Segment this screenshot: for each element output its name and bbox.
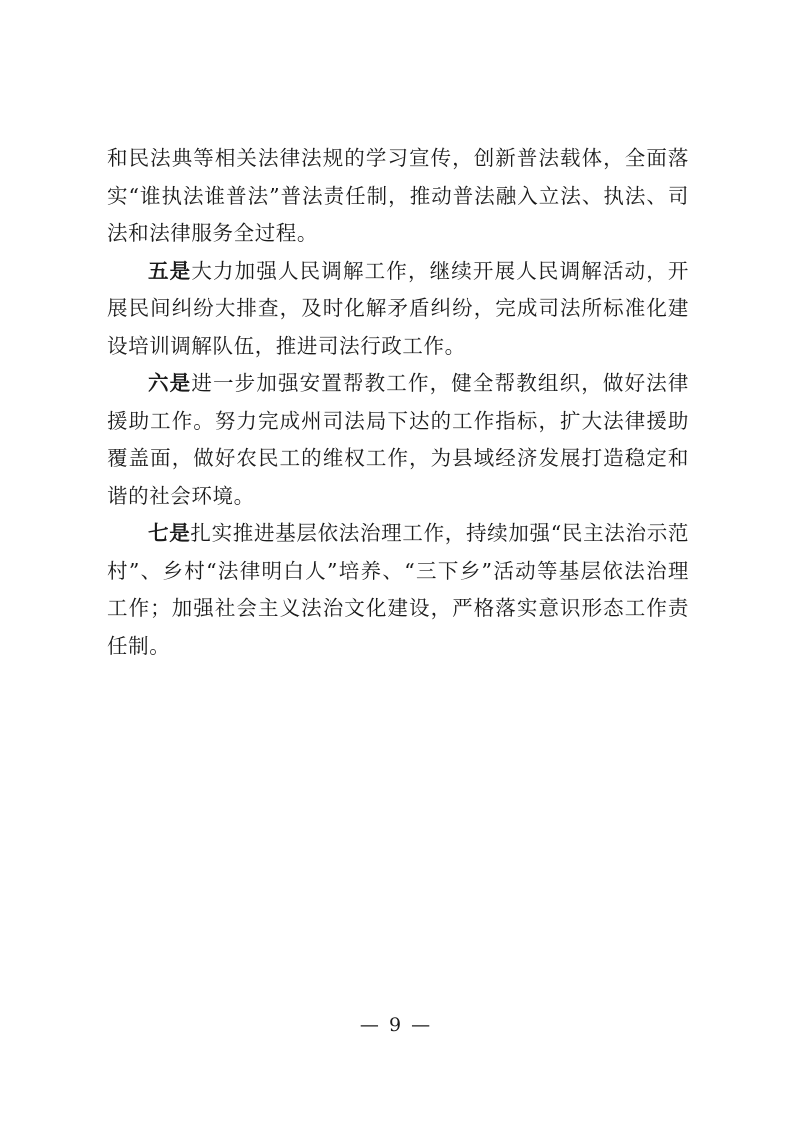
document-body bbox=[107, 140, 689, 665]
paragraph-text: 扎实推进基层依法治理工作，持续加强“民主法治示范村”、乡村“法律明白人”培养、“三下乡”活动等基层依法治理工作；加强社会主义法治文化建设，严格落实意识形态工作责任制。 bbox=[107, 521, 689, 658]
paragraph-five bbox=[107, 253, 689, 366]
paragraph-continuation bbox=[107, 140, 689, 253]
page-number: — 9 — bbox=[359, 1014, 433, 1036]
paragraph-text: 进一步加强安置帮教工作，健全帮教组织，做好法律援助工作。努力完成州司法局下达的工作指标，扩大法律援助覆盖面，做好农民工的维权工作，为县域经济发展打造稳定和谐的社会环境。 bbox=[107, 371, 689, 508]
paragraph-lead: 六是 bbox=[148, 371, 192, 395]
paragraph-seven bbox=[107, 515, 689, 665]
paragraph-text: 和民法典等相关法律法规的学习宣传，创新普法载体，全面落实“谁执法谁普法”普法责任制，推动普法融入立法、执法、司法和法律服务全过程。 bbox=[107, 146, 689, 245]
paragraph-six bbox=[107, 365, 689, 515]
paragraph-lead: 五是 bbox=[148, 258, 192, 283]
paragraph-text: 大力加强人民调解工作，继续开展人民调解活动，开展民间纠纷大排查，及时化解矛盾纠纷，完成司法所标准化建设培训调解队伍，推进司法行政工作。 bbox=[107, 258, 689, 358]
paragraph-lead: 七是 bbox=[148, 521, 191, 545]
